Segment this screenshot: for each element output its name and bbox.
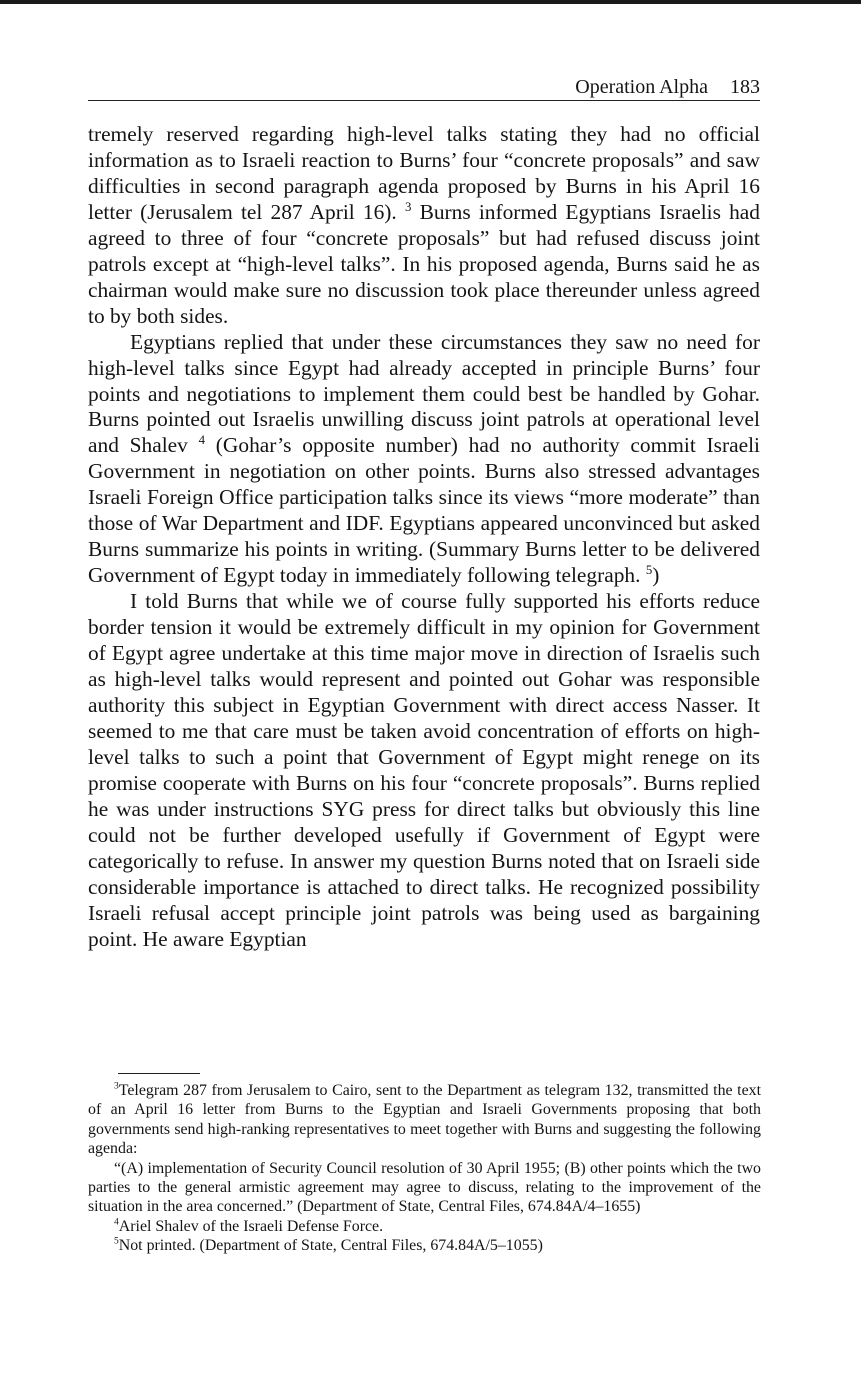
paragraph-text: Egyptians replied that under these circumstances they saw no need for high-level talks since Egypt had already accepted in principle Burns’ four points and negotiations to implement them could best be handled by Gohar. Burns pointed out Israelis unwilling discuss joint patrols at operational level and Shalev — [88, 329, 760, 458]
footnote-3-continued — [88, 1159, 761, 1217]
running-header — [88, 74, 760, 101]
running-title: Operation Alpha — [575, 76, 708, 98]
top-edge-rule — [0, 0, 861, 4]
footnote-mark: 4 — [114, 1216, 119, 1228]
footnote-text: Telegram 287 from Jerusalem to Cairo, sent to the Department as telegram 132, transmitted the text of an April 16 letter from Burns to the Egyptian and Israeli Governments proposing that both governments send high-ranking representatives to meet together with Burns and suggesting the following agenda: — [88, 1082, 761, 1158]
footnote-3 — [88, 1081, 761, 1159]
footnote-5 — [88, 1236, 761, 1255]
main-text — [88, 122, 760, 953]
paragraph-text: (Gohar’s opposite number) had no authority commit Israeli Government in negotiation on other points. Burns also stressed advantages Israeli Foreign Office participation talks since its views “more moderate” than those of War Department and IDF. Egyptians appeared unconvinced but asked Burns summarize his points in writing. (Summary Burns letter to be delivered Government of Egypt today in immediately following telegraph. — [88, 433, 760, 588]
footnote-text: “(A) implementation of Security Council resolution of 30 April 1955; (B) other points which the two parties to the general armistic agreement may agree to discuss, relating to the improvement of the situation in the area concerned.” (Department of State, Central Files, 674.84A/4–1655) — [88, 1159, 761, 1216]
footnotes — [88, 1081, 761, 1256]
footnote-ref-4: 4 — [198, 433, 206, 448]
paragraph-1 — [88, 122, 760, 330]
paragraph-3 — [88, 589, 760, 952]
footnote-mark: 5 — [114, 1235, 119, 1247]
footnote-divider — [118, 1073, 200, 1074]
footnote-ref-3: 3 — [404, 199, 412, 214]
footnote-mark: 3 — [114, 1080, 119, 1092]
page-number: 183 — [730, 76, 760, 98]
footnote-4 — [88, 1217, 761, 1236]
paragraph-text: tremely reserved regarding high-level talks stating they had no official information as to Israeli reaction to Burns’ four “concrete proposals” and saw difficulties in second paragraph agenda proposed by Burns in his April 16 letter (Jerusalem tel 287 April 16). — [88, 122, 760, 224]
paragraph-text: Burns informed Egyptians Israelis had agreed to three of four “concrete proposals” but had refused discuss joint patrols except at “high-level talks”. In his proposed agenda, Burns said he as chairman would make sure no discussion took place thereunder unless agreed to by both sides. — [88, 199, 760, 328]
paragraph-text: I told Burns that while we of course fully supported his efforts reduce border tension it would be extremely difficult in my opinion for Government of Egypt agree undertake at this time major move in direction of Israelis such as high-level talks would represent and pointed out Gohar was responsible authority this subject in Egyptian Government with direct access Nasser. It seemed to me that care must be taken avoid concentration of efforts on high-level talks to such a point that Government of Egypt might renege on its promise cooperate with Burns on his four “concrete proposals”. Burns replied he was under instructions SYG press for direct talks but obviously this line could not be further developed usefully if Government of Egypt were categorically to refuse. In answer my question Burns noted that on Israeli side considerable importance is attached to direct talks. He recognized possibility Israeli refusal accept principle joint patrols was being used as bargaining point. He aware Egyptian — [88, 589, 760, 951]
footnote-text: Ariel Shalev of the Israeli Defense Force. — [118, 1217, 384, 1235]
paragraph-text: ) — [652, 563, 660, 588]
footnote-ref-5: 5 — [645, 563, 653, 578]
paragraph-2 — [88, 330, 760, 590]
footnote-text: Not printed. (Department of State, Central Files, 674.84A/5–1055) — [118, 1237, 543, 1255]
